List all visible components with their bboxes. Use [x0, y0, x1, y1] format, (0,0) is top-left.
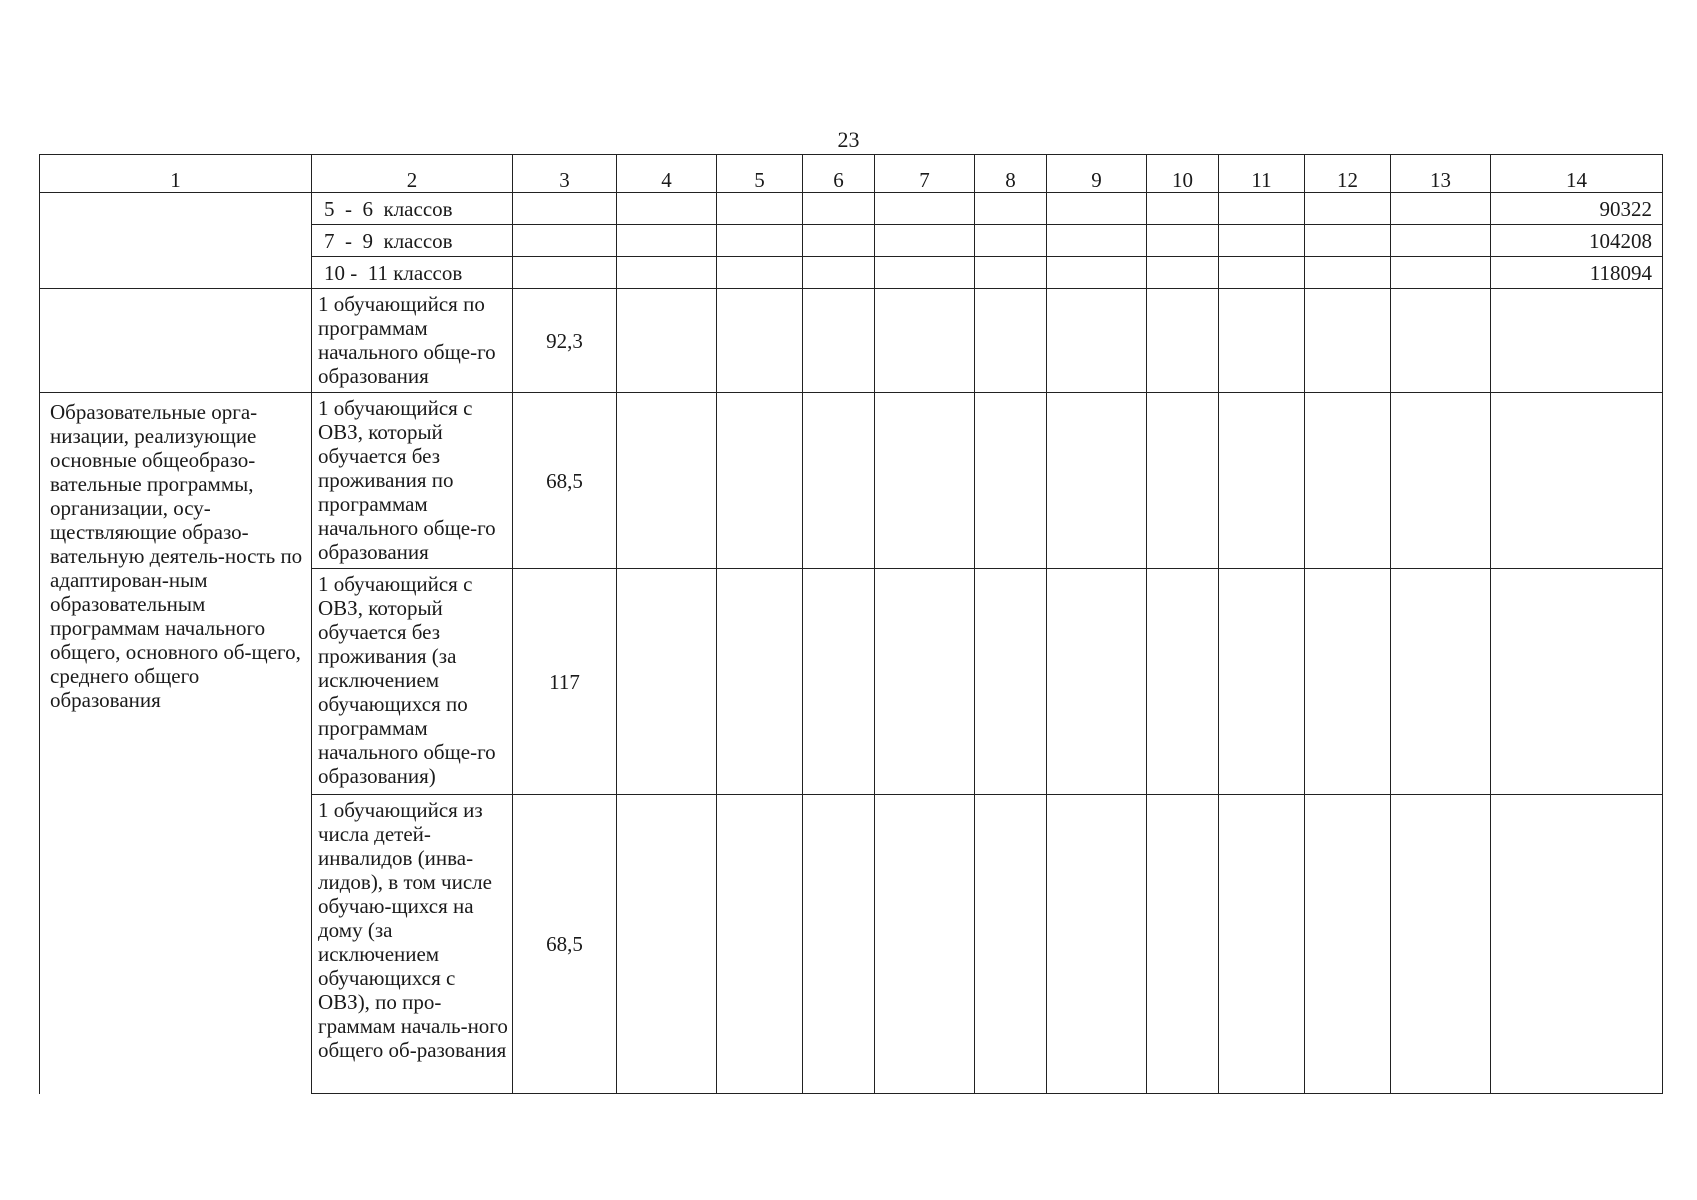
- description-cell: 1 обучающийся по программам начального обще-го образования: [312, 289, 513, 393]
- header-cell-7: 7: [875, 155, 975, 193]
- class-range-cell: 7 - 9 классов: [312, 225, 513, 257]
- header-cell-8: 8: [975, 155, 1047, 193]
- header-cell-5: 5: [717, 155, 803, 193]
- header-cell-6: 6: [803, 155, 875, 193]
- header-cell-9: 9: [1047, 155, 1147, 193]
- value-cell: 118094: [1491, 257, 1663, 289]
- value-cell: 92,3: [513, 289, 617, 393]
- table-row: [40, 393, 1663, 569]
- value-cell: 90322: [1491, 193, 1663, 225]
- header-cell-3: 3: [513, 155, 617, 193]
- description-cell: 1 обучающийся из числа детей-инвалидов (инва-лидов), в том числе обучаю-щихся на дому (за исключением обучающихся с ОВЗ), по про-граммам началь-ного общего об-разования: [312, 795, 513, 1094]
- organization-cell: Образовательные орга-низации, реализующие основные общеобразо-вательные программы, организации, осу-ществляющие образо-вательную деятель-ность по адаптирован-ным образовательным программам начального общего, основного об-щего, среднего общего образования: [40, 393, 312, 1094]
- table-row: [40, 289, 1663, 393]
- header-cell-2: 2: [312, 155, 513, 193]
- class-range-cell: 5 - 6 классов: [312, 193, 513, 225]
- value-cell: 68,5: [513, 795, 617, 1094]
- description-cell: 1 обучающийся с ОВЗ, который обучается без проживания по программам начального обще-го образования: [312, 393, 513, 569]
- header-cell-4: 4: [617, 155, 717, 193]
- data-table: [39, 154, 1663, 1094]
- value-cell: 104208: [1491, 225, 1663, 257]
- empty-cell: [40, 193, 312, 289]
- header-cell-1: 1: [40, 155, 312, 193]
- page-number: 23: [837, 127, 860, 152]
- header-cell-12: 12: [1305, 155, 1391, 193]
- header-row: [40, 155, 1663, 193]
- header-cell-14: 14: [1491, 155, 1663, 193]
- header-cell-10: 10: [1147, 155, 1219, 193]
- header-cell-13: 13: [1391, 155, 1491, 193]
- value-cell: 117: [513, 569, 617, 795]
- value-cell: 68,5: [513, 393, 617, 569]
- empty-cell: [40, 289, 312, 393]
- header-cell-11: 11: [1219, 155, 1305, 193]
- description-cell: 1 обучающийся с ОВЗ, который обучается без проживания (за исключением обучающихся по программам начального обще-го образования): [312, 569, 513, 795]
- class-range-cell: 10 - 11 классов: [312, 257, 513, 289]
- table-row: [40, 193, 1663, 225]
